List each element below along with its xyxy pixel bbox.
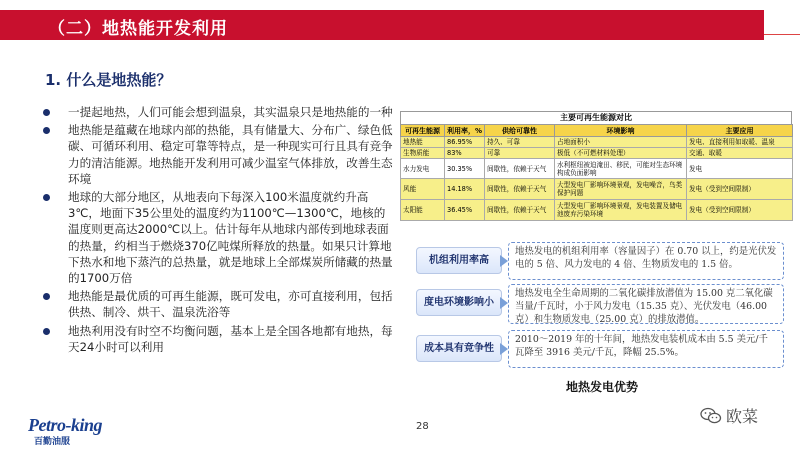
header-title: （二）地热能开发利用 [48,19,228,39]
advantage-text: 2010～2019 年的十年间，地热发电装机成本由 5.5 美元/千瓦降至 3916 美元/千瓦，降幅 25.5%。 [508,330,784,368]
table-caption: 主要可再生能源对比 [400,111,792,124]
bullet-item [40,122,394,187]
table-cell: 水利枢纽被迫淹田、移民，可能对生态环境构成负面影响 [555,159,687,179]
advantage-row [416,242,788,280]
advantage-caption: 地热发电优势 [566,380,639,394]
advantage-label: 机组利用率高 [416,247,502,274]
table-cell: 太阳能 [401,200,445,221]
table-cell: 占地面积小 [555,137,687,148]
energy-comparison-table [400,111,792,221]
bullet-text: 一提起地热，人们可能会想到温泉，其实温泉只是地热能的一种 [68,105,393,119]
table-cell: 交通、取暖 [687,148,793,159]
page-number: 28 [416,421,429,432]
wechat-icon [700,407,722,429]
table-cell: 发电 [687,159,793,179]
table-cell: 发电、直接利用如取暖、温泉 [687,137,793,148]
watermark [700,404,758,429]
table-row [401,137,793,148]
table-row [401,159,793,179]
bullet-text: 地热能是最优质的可再生能源，既可发电，亦可直接利用，包括供热、制冷、烘干、温泉洗浴等 [68,289,393,320]
table-cell: 83% [445,148,485,159]
table-cell: 风能 [401,179,445,200]
advantage-label: 成本具有竞争性 [416,335,502,362]
table-header-cell: 供给可靠性 [485,125,555,137]
bullet-item [40,104,394,120]
table-cell: 极低（不可燃材料处理） [555,148,687,159]
company-logo [28,415,102,447]
bullet-item [40,323,394,355]
bullet-list [40,104,394,357]
table-cell: 可靠 [485,148,555,159]
header-rule [764,34,800,35]
bullet-dot-icon [43,127,50,134]
table-cell: 大型发电厂影响环境景观，发电装置及储电池废弃污染环境 [555,200,687,221]
watermark-text: 欧菜 [726,407,759,426]
table-cell: 生物质能 [401,148,445,159]
table-cell: 发电（受到空间限制） [687,179,793,200]
bullet-text: 地热能是蕴藏在地球内部的热能，具有储量大、分布广、绿色低碳、可循环利用、稳定可靠等特点，是一种现实可行且具有竞争力的清洁能源。地热能开发利用可减少温室气体排放，改善生态环境 [68,123,393,186]
advantage-text: 地热发电全生命周期的二氧化碳排放潜值为 15.00 克二氧化碳当量/千瓦时，小于风力发电（15.35 克）、光伏发电（46.00 克）和生物质发电（25.00 克）的排放潜值。 [508,284,784,324]
arrow-right-icon [500,297,508,309]
arrow-right-icon [500,343,508,355]
advantage-text: 地热发电的机组利用率（容量因子）在 0.70 以上，约是光伏发电的 5 倍、风力发电的 4 倍、生物质发电的 1.5 倍。 [508,242,784,280]
table-cell: 间歇性，依赖于天气 [485,179,555,200]
table-row [401,200,793,221]
advantage-label: 度电环境影响小 [416,289,502,316]
advantage-row [416,284,788,325]
table-header-cell: 利用率，% [445,125,485,137]
table-cell: 30.35% [445,159,485,179]
table-row [401,148,793,159]
table-cell: 14.18% [445,179,485,200]
section-title: 1. 什么是地热能？ [45,71,172,89]
table-cell: 间歇性，依赖于天气 [485,200,555,221]
logo-wordmark: Petro-king [28,415,102,435]
table-header-cell: 可再生能源 [401,125,445,137]
bullet-dot-icon [43,194,50,201]
bullet-item [40,189,394,286]
table-cell: 86.95% [445,137,485,148]
logo-chinese-name: 百勤油服 [34,437,71,447]
table-grid [400,124,793,221]
bullet-dot-icon [43,109,50,116]
table-header-cell: 环境影响 [555,125,687,137]
table-cell: 36.45% [445,200,485,221]
table-row [401,179,793,200]
table-cell: 持久、可靠 [485,137,555,148]
bullet-dot-icon [43,328,50,335]
bullet-item [40,288,394,320]
bullet-dot-icon [43,293,50,300]
bullet-text: 地球的大部分地区，从地表向下每深入100米温度就约升高3℃，地面下35公里处的温度约为1100℃—1300℃，地核的温度则更高达2000℃以上。估计每年从地球内部传到地球表面的热量，约相当于燃烧370亿吨煤所释放的热量。如果只计算地下热水和地下蒸汽的总热量，就是地球上全部煤炭所储藏的热量的1700万倍 [68,190,393,286]
table-header-cell: 主要应用 [687,125,793,137]
arrow-right-icon [500,255,508,267]
table-cell: 发电（受到空间限制） [687,200,793,221]
table-cell: 水力发电 [401,159,445,179]
advantage-row [416,330,788,368]
table-cell: 地热能 [401,137,445,148]
bullet-text: 地热利用没有时空不均衡问题，基本上是全国各地都有地热，每天24小时可以利用 [68,323,393,354]
table-cell: 间歇性，依赖于天气 [485,159,555,179]
table-cell: 大型发电厂影响环境景观，发电噪音，鸟类保护问题 [555,179,687,200]
table-header-row [401,125,793,137]
